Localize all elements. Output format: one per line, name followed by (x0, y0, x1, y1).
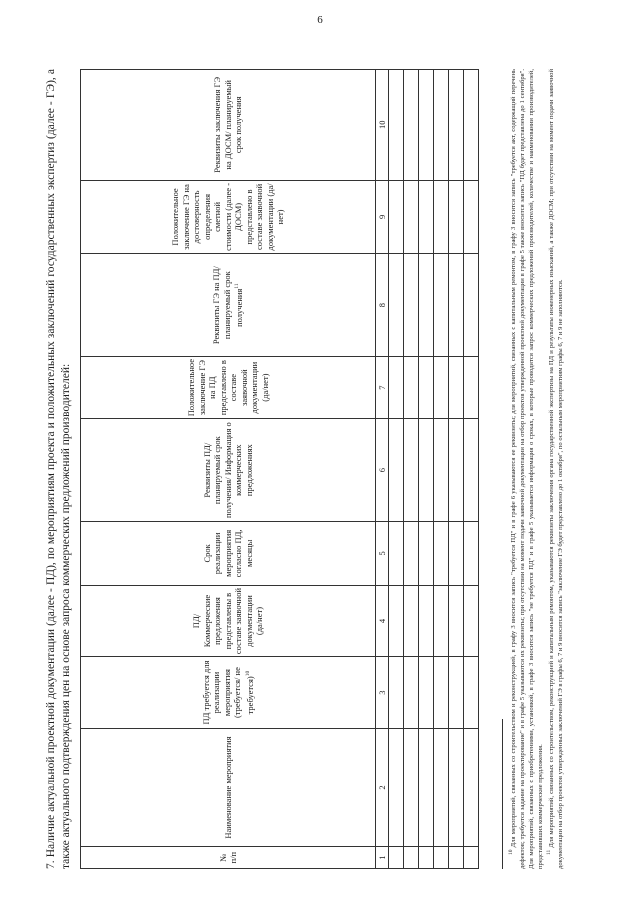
header-cell: Реквизиты ГЭ на ПД/планируемый срок получения$^{11}$ (81, 254, 376, 357)
column-number: 4 (376, 585, 389, 657)
header-cell: Положительное заключение ГЭ на ПД представлено в составе заявочной документации (да/нет) (81, 356, 376, 418)
footnote-10: $^{10}$ Для мероприятий, связанных со строительством и реконструкцией, в графу 3 вносится запись "требуется ПД" и в графе 6 указываются ее реквизиты; для мероприятий, связанных с капитальным ремонтом, в графу 3 вносится запись "требуется акт, содержащий перечень дефектов; требуется задание на проектирование" и в графе 5 указываются их реквизиты; при отсутствии на момент подачи заявочной документации на отбор проектов утвержденной проектной документации в графе 5 также вносится запись "ПД будет представлена до 1 сентября". Для мероприятий, связанных с приобретениями, установкой, в графе 3 вносится запись "не требуется ПД" и в графе 5 указывается информация о сроках, в которые проводится запрос коммерческих предложений производителей, количестве и наименовании производителей, представивших коммерческие предложения. (508, 69, 545, 869)
header-cell: ПД/ Коммерческие предложения представлены в составе заявочной документации (да/нет) (81, 585, 376, 657)
table-row (449, 70, 464, 869)
table-row (434, 70, 449, 869)
header-cell: Реквизиты заключения ГЭ на ДОСМ/ планируемый срок получения (81, 70, 376, 181)
section-heading: 7. Наличие актуальной проектной документации (далее - ПД), по мероприятиям проекта и положительных заключений государственных экспертиз (далее - ГЭ), а также актуального подтверждения цен на основе запроса коммерческих предложений производителей: (45, 69, 72, 869)
footnote-divider (502, 719, 503, 869)
column-number: 3 (376, 657, 389, 728)
header-cell: Наименование мероприятия (81, 728, 376, 846)
column-number: 9 (376, 180, 389, 254)
table-row (419, 70, 434, 869)
footnote-ref: 10 (244, 670, 251, 677)
header-cell: Положительное заключение ГЭ на достоверность определения сметной стоимости (далее - ДОСМ) представлено в составе заявочной документации (да/нет) (81, 180, 376, 254)
footnote-11: $^{11}$ Для мероприятий, связанных со строительством, реконструкцией и капитальным ремонтом, указываются реквизиты заключения органа государственной экспертизы на ПД и результаты инженерных изысканий, а также ДОСМ; при отсутствии на момент подачи заявочной документации на отбор проектов утвержденных заключений ГЭ в графы 6, 7 и 9 вносится запись "заключение ГЭ будет представлено до 1 октября", по остальным мероприятиям графы 6, 7 и 9 не заполняются. (546, 69, 565, 869)
footnote-ref: 11 (234, 283, 241, 289)
column-number: 6 (376, 419, 389, 522)
column-number-row (376, 70, 389, 869)
header-cell: ПД требуется для реализации мероприятия (требуется/ не требуется)$^{10}$ (81, 657, 376, 728)
rotated-sheet (40, 55, 600, 885)
header-cell: Срок реализации мероприятия согласно ПД, месяцы (81, 522, 376, 586)
column-number: 5 (376, 522, 389, 586)
column-number: 1 (376, 847, 389, 869)
page-number: 6 (317, 14, 323, 26)
column-number: 7 (376, 356, 389, 418)
column-number: 10 (376, 70, 389, 181)
table-row (464, 70, 479, 869)
expertise-table (80, 69, 479, 869)
header-cell: № п/п (81, 847, 376, 869)
column-number: 8 (376, 254, 389, 357)
footnotes (502, 69, 565, 869)
table-header-row (81, 70, 376, 869)
table-row (404, 70, 419, 869)
column-number: 2 (376, 728, 389, 846)
header-cell: Реквизиты ПД/планируемый срок получения/ Информация о коммерческих предложениях (81, 419, 376, 522)
table-row (389, 70, 404, 869)
